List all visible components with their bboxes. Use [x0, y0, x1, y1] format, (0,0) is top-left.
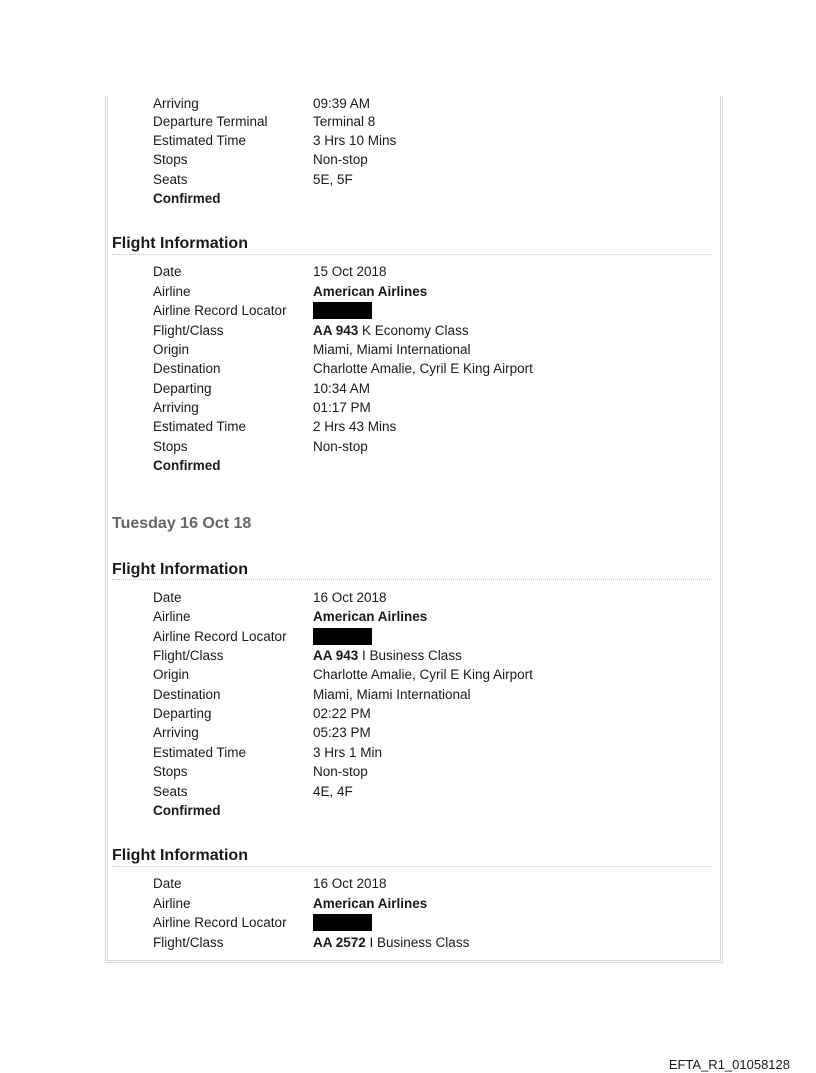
- row-value: 10:34 AM: [313, 381, 371, 396]
- row-value: 02:22 PM: [313, 706, 371, 721]
- redacted-record-locator: [313, 302, 372, 319]
- flight-number: AA 943: [313, 323, 359, 338]
- row-label: Estimated Time: [153, 419, 247, 434]
- section-divider: [112, 254, 712, 255]
- section-title-flight-information: Flight Information: [112, 847, 248, 864]
- row-label: Date: [153, 590, 182, 605]
- fare-class: K Economy Class: [358, 323, 469, 338]
- row-label: Flight/Class: [153, 935, 224, 950]
- airline-name: American Airlines: [313, 896, 428, 911]
- row-label: Seats: [153, 784, 188, 799]
- row-label: Destination: [153, 687, 221, 702]
- row-label: Date: [153, 876, 182, 891]
- row-label: Origin: [153, 667, 190, 682]
- row-label: Stops: [153, 764, 188, 779]
- row-label: Airline Record Locator: [153, 915, 287, 930]
- redacted-record-locator: [313, 628, 372, 645]
- row-label: Airline: [153, 609, 191, 624]
- row-label: Departing: [153, 706, 212, 721]
- section-title-flight-information: Flight Information: [112, 235, 248, 252]
- row-label: Date: [153, 264, 182, 279]
- row-label: Arriving: [153, 96, 199, 111]
- flight-class-value: [313, 323, 469, 339]
- row-value: 3 Hrs 10 Mins: [313, 133, 397, 148]
- row-label: Departure Terminal: [153, 114, 268, 129]
- row-value: 5E, 5F: [313, 172, 353, 187]
- row-label: Estimated Time: [153, 745, 247, 760]
- airline-name: American Airlines: [313, 609, 428, 624]
- row-value: Non-stop: [313, 152, 368, 167]
- redacted-record-locator: [313, 914, 372, 931]
- row-value: Miami, Miami International: [313, 687, 471, 702]
- row-value: 4E, 4F: [313, 784, 353, 799]
- status-confirmed: Confirmed: [153, 191, 221, 206]
- row-label: Estimated Time: [153, 133, 247, 148]
- row-value: 01:17 PM: [313, 400, 371, 415]
- document-id: EFTA_R1_01058128: [668, 1057, 790, 1072]
- row-value: 05:23 PM: [313, 725, 371, 740]
- section-divider: [112, 866, 712, 867]
- row-value: Non-stop: [313, 439, 368, 454]
- row-value: 16 Oct 2018: [313, 876, 387, 891]
- row-label: Destination: [153, 361, 221, 376]
- flight-class-value: [313, 648, 462, 664]
- row-label: Airline Record Locator: [153, 303, 287, 318]
- row-value: 2 Hrs 43 Mins: [313, 419, 397, 434]
- row-label: Airline Record Locator: [153, 629, 287, 644]
- row-label: Airline: [153, 284, 191, 299]
- row-label: Departing: [153, 381, 212, 396]
- section-divider: [112, 579, 712, 580]
- row-value: Charlotte Amalie, Cyril E King Airport: [313, 667, 533, 682]
- row-value: Miami, Miami International: [313, 342, 471, 357]
- status-confirmed: Confirmed: [153, 803, 221, 818]
- row-label: Stops: [153, 439, 188, 454]
- fare-class: I Business Class: [358, 648, 462, 663]
- row-value: Terminal 8: [313, 114, 376, 129]
- row-label: Airline: [153, 896, 191, 911]
- row-label: Stops: [153, 152, 188, 167]
- row-label: Origin: [153, 342, 190, 357]
- fare-class: I Business Class: [365, 935, 470, 950]
- row-value: 16 Oct 2018: [313, 590, 387, 605]
- status-confirmed: Confirmed: [153, 458, 221, 473]
- flight-number: AA 2572: [313, 935, 366, 950]
- row-label: Flight/Class: [153, 323, 224, 338]
- row-label: Arriving: [153, 725, 199, 740]
- flight-number: AA 943: [313, 648, 359, 663]
- airline-name: American Airlines: [313, 284, 428, 299]
- row-value: Charlotte Amalie, Cyril E King Airport: [313, 361, 533, 376]
- row-value: Non-stop: [313, 764, 368, 779]
- row-value: 09:39 AM: [313, 96, 371, 111]
- section-title-flight-information: Flight Information: [112, 561, 248, 578]
- flight-class-value: [313, 935, 469, 951]
- row-label: Seats: [153, 172, 188, 187]
- row-value: 3 Hrs 1 Min: [313, 745, 383, 760]
- row-value: 15 Oct 2018: [313, 264, 387, 279]
- day-heading: Tuesday 16 Oct 18: [112, 515, 252, 532]
- row-label: Flight/Class: [153, 648, 224, 663]
- row-label: Arriving: [153, 400, 199, 415]
